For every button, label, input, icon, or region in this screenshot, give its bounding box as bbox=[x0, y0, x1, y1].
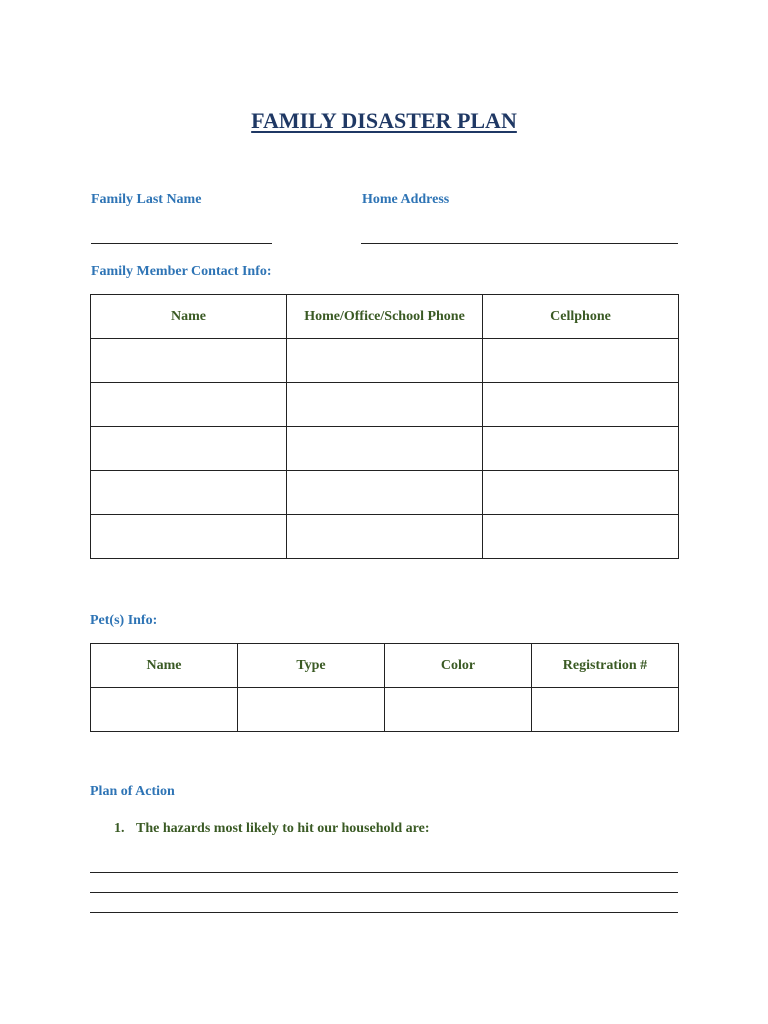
table-cell[interactable] bbox=[385, 688, 532, 732]
table-row bbox=[91, 515, 679, 559]
table-row bbox=[91, 688, 679, 732]
plan-item-number: 1. bbox=[114, 821, 125, 836]
table-cell[interactable] bbox=[91, 688, 238, 732]
table-cell[interactable] bbox=[483, 471, 679, 515]
home-address-field[interactable] bbox=[361, 243, 678, 244]
header-cell-name: Name bbox=[91, 295, 287, 339]
plan-item-text: The hazards most likely to hit our household are: bbox=[136, 821, 430, 836]
page-title bbox=[0, 108, 768, 134]
pets-info-table bbox=[90, 643, 679, 732]
table-cell[interactable] bbox=[91, 383, 287, 427]
header-cell-phone: Home/Office/School Phone bbox=[287, 295, 483, 339]
answer-line[interactable] bbox=[90, 892, 678, 893]
page-title-text: FAMILY DISASTER PLAN bbox=[251, 108, 517, 133]
family-last-name-label: Family Last Name bbox=[91, 192, 202, 207]
table-cell[interactable] bbox=[287, 515, 483, 559]
table-cell[interactable] bbox=[483, 515, 679, 559]
table-header-row bbox=[91, 644, 679, 688]
table-cell[interactable] bbox=[91, 515, 287, 559]
pets-info-label: Pet(s) Info: bbox=[90, 613, 158, 628]
header-cell-type: Type bbox=[238, 644, 385, 688]
table-cell[interactable] bbox=[532, 688, 679, 732]
header-cell-pet-name: Name bbox=[91, 644, 238, 688]
table-row bbox=[91, 471, 679, 515]
table-cell[interactable] bbox=[91, 427, 287, 471]
table-cell[interactable] bbox=[287, 471, 483, 515]
header-cell-cellphone: Cellphone bbox=[483, 295, 679, 339]
table-cell[interactable] bbox=[238, 688, 385, 732]
table-cell[interactable] bbox=[483, 339, 679, 383]
table-cell[interactable] bbox=[91, 471, 287, 515]
answer-line[interactable] bbox=[90, 872, 678, 873]
header-cell-registration: Registration # bbox=[532, 644, 679, 688]
table-row bbox=[91, 339, 679, 383]
table-cell[interactable] bbox=[287, 383, 483, 427]
contact-info-table bbox=[90, 294, 679, 559]
table-cell[interactable] bbox=[287, 339, 483, 383]
table-header-row bbox=[91, 295, 679, 339]
family-last-name-field[interactable] bbox=[91, 243, 272, 244]
header-cell-color: Color bbox=[385, 644, 532, 688]
table-cell[interactable] bbox=[91, 339, 287, 383]
table-cell[interactable] bbox=[483, 427, 679, 471]
table-cell[interactable] bbox=[483, 383, 679, 427]
contact-info-label: Family Member Contact Info: bbox=[91, 264, 272, 279]
answer-line[interactable] bbox=[90, 912, 678, 913]
home-address-label: Home Address bbox=[362, 192, 450, 207]
plan-of-action-label: Plan of Action bbox=[90, 784, 175, 799]
table-cell[interactable] bbox=[287, 427, 483, 471]
table-row bbox=[91, 427, 679, 471]
table-row bbox=[91, 383, 679, 427]
